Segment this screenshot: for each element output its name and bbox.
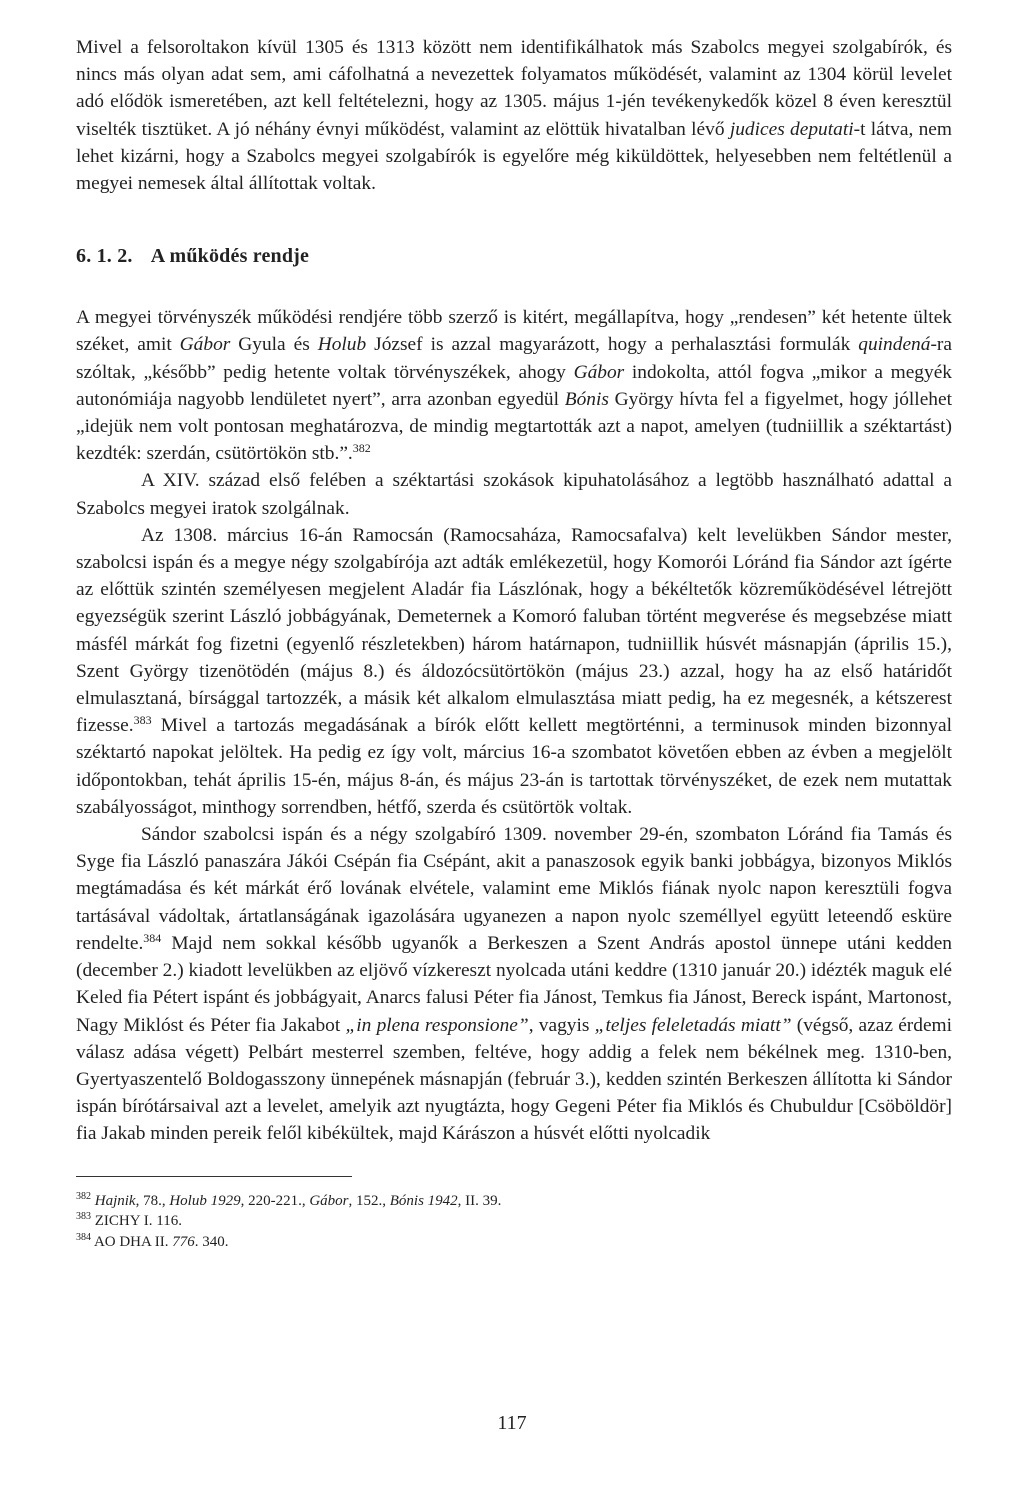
body-paragraph-3 bbox=[76, 522, 952, 821]
footnote-italic: Hajnik bbox=[94, 1192, 136, 1209]
page-content bbox=[76, 34, 952, 1252]
intro-paragraph bbox=[76, 34, 952, 197]
text-run: Gyula és bbox=[230, 334, 318, 356]
footnote-text: ZICHY I. 116. bbox=[94, 1213, 182, 1230]
text-run: (végső, azaz érdemi válasz adása végett) Pelbárt mesterrel szemben, feltéve, hogy addig a felek nem békélnek meg. 1310-ben, Gyertyaszentelő Boldogasszony ünnepének másnapján (február 3.), kedden szintén Berkeszen állította ki Sándor ispán bírótársaival azt a levelet, amelyik azt nyugtázta, hogy Gegeni Péter fia Miklós és Chubuldur [Csöböldör] fia Jakab minden pereik felől kibékültek, majd Kárászon a húsvét előtti nyolcadik bbox=[76, 1014, 953, 1145]
italic-author: Holub bbox=[317, 334, 367, 356]
text-run: -t látva, nem lehet kizárni, hogy a Szabolcs megyei szolgabírók is egyelőre még kiküldöttek, helyesebben nem feltétlenül a megyei nemesek által állítottak voltak. bbox=[76, 118, 952, 195]
footnote-italic: Holub 1929 bbox=[169, 1192, 241, 1209]
text-run: György hívta fel a figyelmet, hogy jóllehet „idejük nem volt pontosan meghatározva, de mindig megtartották azt a napot, amelyen (tudniillik a széktartást) kezdték: szerdán, csütörtökön stb.”. bbox=[76, 388, 952, 465]
footnote-text: . 340. bbox=[194, 1233, 229, 1250]
section-heading bbox=[76, 245, 952, 268]
footnote-text: , II. 39. bbox=[457, 1192, 502, 1209]
text-run: József is azzal magyarázott, hogy a perhalasztási formulák bbox=[366, 334, 859, 356]
footnote-384 bbox=[76, 1232, 952, 1253]
italic-quote: „teljes feleletadás miatt” bbox=[594, 1014, 792, 1036]
footnote-italic: Gábor bbox=[309, 1192, 349, 1209]
text-run: Sándor szabolcsi ispán és a négy szolgabíró 1309. november 29-én, szombaton Lóránd fia Tamás és Syge fia László panaszára Jákói Csépán fia Csépánt, akit a panaszosok egyik banki jobbágya, bizonyos Miklós megtámadása és két márkát érő lovának elvétele, valamint eme Miklós fiának nyolc napon keresztüli fogva tartásával vádoltak, ártatlanságának igazolására ugyanezen a napon nyolc személlyel együtt leteendő esküre rendelte. bbox=[76, 824, 952, 954]
footnote-number: 383 bbox=[76, 1211, 91, 1223]
text-run: indokolta, attól fogva „mikor a megyék autonómiája nagyobb lendületet nyert”, arra azonban egyedül bbox=[76, 361, 952, 410]
footnote-number: 384 bbox=[76, 1231, 91, 1243]
footnote-383 bbox=[76, 1211, 952, 1232]
italic-term: quindená bbox=[858, 334, 931, 356]
body-paragraph-1 bbox=[76, 304, 952, 467]
footnote-ref[interactable]: 382 bbox=[352, 441, 371, 456]
footnote-text: , 78., bbox=[135, 1192, 170, 1209]
footnote-text: , 152., bbox=[348, 1192, 390, 1209]
footnote-italic: 776 bbox=[172, 1233, 195, 1250]
italic-author: Bónis bbox=[564, 388, 609, 410]
footnote-ref[interactable]: 383 bbox=[133, 713, 152, 728]
body-paragraph-2: A XIV. század első felében a széktartási szokások kipuhatolásához a legtöbb használható adattal a Szabolcs megyei iratok szolgálnak. bbox=[76, 470, 952, 519]
body-paragraph-4 bbox=[76, 821, 952, 1147]
italic-quote: „in plena responsione” bbox=[345, 1014, 529, 1036]
footnotes bbox=[76, 1191, 952, 1253]
footnote-number: 382 bbox=[76, 1190, 91, 1202]
section-number: 6. 1. 2. bbox=[76, 245, 133, 268]
footnote-text: AO DHA II. bbox=[93, 1233, 173, 1250]
text-run: A megyei törvényszék működési rendjére több szerző is kitért, megállapítva, hogy „rendesen” két hetente ültek széket, amit bbox=[76, 307, 952, 356]
text-run: Majd nem sokkal később ugyanők a Berkeszen a Szent András apostol ünnepe utáni kedden (december 2.) kiadott levelükben az eljövő vízkereszt nyolcada utáni keddre (1310 január 20.) idézték maguk elé Keled fia Pétert ispánt és jobbágyait, Anarcs falusi Péter fia Jánost, Temkus fia Jánost, Bereck ispánt, Martonost, Nagy Miklóst és Péter fia Jakabot bbox=[76, 932, 952, 1036]
text-run: Mivel a tartozás megadásának a bírók előtt kellett megtörténni, a terminusok minden bizonnyal széktartó napokat jelöltek. Ha pedig ez így volt, március 16-a szombatot követően ebben az évben a megjelölt időpontokban, tehát április 15-én, május 8-án, és május 23-án is tartottak törvényszéket, de ezek nem mutattak szabályosságot, minthogy sorrendben, hétfő, szerda és csütörtök voltak. bbox=[76, 715, 952, 818]
footnote-ref[interactable]: 384 bbox=[143, 930, 162, 945]
footnote-text: , 220-221., bbox=[240, 1192, 310, 1209]
footnote-italic: Bónis 1942 bbox=[389, 1192, 458, 1209]
text-run: , vagyis bbox=[528, 1014, 595, 1036]
section-title: A működés rendje bbox=[150, 245, 310, 268]
footnote-separator bbox=[76, 1176, 352, 1177]
footnote-382 bbox=[76, 1191, 952, 1212]
italic-author: Gábor bbox=[573, 361, 625, 383]
text-run: -ra szóltak, „később” pedig hetente voltak törvényszékek, ahogy bbox=[76, 334, 952, 383]
text-run: Az 1308. március 16-án Ramocsán (Ramocsaháza, Ramocsafalva) kelt levelükben Sándor mester, szabolcsi ispán és a megye négy szolgabírója azt adták emlékezetül, hogy Komorói Lóránd fia Sándor azt ígérte az előttük szintén személyesen megjelent Aladár fia Lászlónak, hogy a békéltetők közreműködésével létrejött egyezségük szerint László jobbágyának, Demeternek a Komoró faluban történt megverése és megsebzése miatt másfél márkát fog fizetni (egyenlő részletekben) három határnapon, tudniillik húsvét másnapján (április 15.), Szent György tizenötödén (május 8.) és áldozócsütörtökön (május 23.) azzal, hogy ha az első határidőt elmulasztaná, bírsággal tartozzék, a másik két alkalom elmulasztása miatt pedig, ha ez megesnék, a kétszerest fizesse. bbox=[76, 524, 952, 737]
text-run: Mivel a felsoroltakon kívül 1305 és 1313 között nem identifikálhatok más Szabolcs megyei szolgabírók, és nincs más olyan adat sem, ami cáfolhatná a nevezettek folyamatos működését, valamint az 1304 körül levelet adó elődök ismeretében, azt kell feltételezni, hogy az 1305. május 1-jén tevékenykedők közel 8 éven keresztül viselték tisztüket. A jó néhány évnyi működést, valamint az elöttük hivatalban lévő bbox=[76, 37, 952, 140]
page-number: 117 bbox=[497, 1412, 527, 1434]
italic-term: judices deputati bbox=[729, 118, 854, 140]
italic-author: Gábor bbox=[179, 334, 231, 356]
